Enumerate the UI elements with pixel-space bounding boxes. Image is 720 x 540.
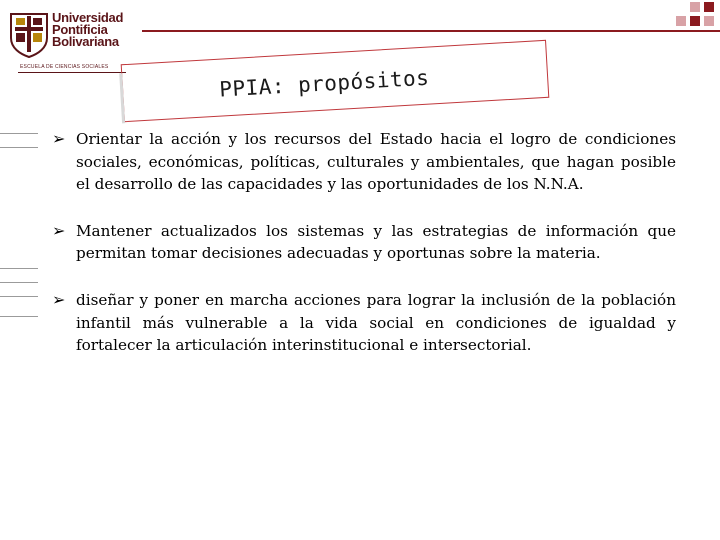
bullet-text: Orientar la acción y los recursos del Estado hacia el logro de condiciones sociales, económicas, políticas, culturales y ambientales, que hagan posible el desarrollo de las capacidades y las oportunidades de los N.N.A. [76,130,676,194]
arrow-bullet-icon: ➢ [52,289,66,309]
square-decoration [704,2,714,12]
decorative-line [0,282,38,283]
university-logo [8,8,136,70]
bullet-list [52,128,676,381]
header-band [142,0,720,30]
decorative-line [0,316,38,317]
bullet-text: Mantener actualizados los sistemas y las estrategias de información que permitan tomar decisiones adecuadas y oportunas sobre la materia. [76,221,676,263]
arrow-bullet-icon: ➢ [52,220,66,240]
decorative-line [0,147,38,148]
logo-line-3: Bolivariana [52,34,119,49]
logo-line-1: Universidad [52,10,124,25]
header-rule [142,30,720,32]
decorative-line [0,296,38,297]
bullet-item [52,289,676,357]
square-decoration [690,2,700,12]
square-decoration [676,2,686,12]
slide-title: PPIA: propósitos [218,65,430,102]
logo-wordmark [52,12,123,48]
square-decoration [690,16,700,26]
logo-rule [18,72,126,73]
bullet-item [52,128,676,196]
decorative-line [0,133,38,134]
logo-line-2: Pontificia [52,22,108,37]
arrow-bullet-icon: ➢ [52,129,66,148]
bullet-text: diseñar y poner en marcha acciones para lograr la inclusión de la población infantil más vulnerable a la vida social en condiciones de igualdad y fortalecer la articulación interinstitucional e intersectorial. [76,290,676,355]
title-frame [121,40,550,122]
bullet-item [52,220,676,265]
decorative-line [0,268,38,269]
square-decoration [704,16,714,26]
square-decoration [676,16,686,26]
crest-icon [8,10,50,58]
logo-subtitle: ESCUELA DE CIENCIAS SOCIALES [20,64,109,70]
decorative-squares [676,2,714,26]
